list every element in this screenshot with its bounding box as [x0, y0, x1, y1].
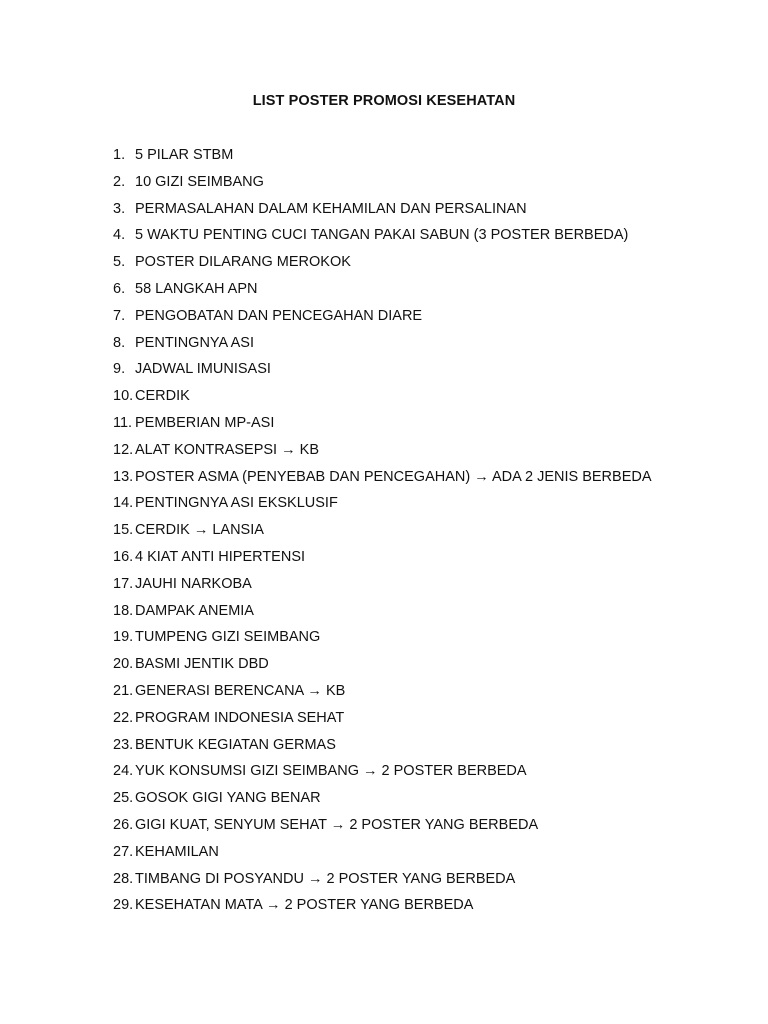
list-item-number: 28.: [113, 870, 134, 887]
list-item: [113, 870, 652, 897]
list-item: [113, 468, 652, 495]
document-title: LIST POSTER PROMOSI KESEHATAN: [252, 93, 516, 109]
list-item-number: 14.: [113, 495, 134, 512]
list-item-text: PERMASALAHAN DALAM KEHAMILAN DAN PERSALINAN: [135, 200, 527, 217]
list-item-text: CERDIK: [135, 388, 190, 405]
list-item: [113, 307, 652, 334]
list-item-text: DAMPAK ANEMIA: [135, 602, 254, 619]
list-item: [113, 441, 652, 468]
list-item: [113, 896, 652, 923]
list-item-text: GOSOK GIGI YANG BENAR: [135, 790, 321, 807]
list-item-text: PROGRAM INDONESIA SEHAT: [135, 709, 345, 726]
list-item: [113, 762, 652, 789]
list-item-text: TIMBANG DI POSYANDU → 2 POSTER YANG BERBEDA: [135, 870, 516, 887]
list-item-text: ALAT KONTRASEPSI → KB: [135, 441, 319, 458]
list-item-text: POSTER ASMA (PENYEBAB DAN PENCEGAHAN) → ADA 2 JENIS BERBEDA: [135, 468, 652, 485]
list-item-number: 25.: [113, 790, 134, 807]
list-item: [113, 709, 652, 736]
list-item-number: 2.: [113, 173, 126, 190]
list-item-number: 5.: [113, 254, 126, 271]
list-item-number: 13.: [113, 468, 134, 485]
list-item: [113, 253, 652, 280]
list-item-text: 5 PILAR STBM: [135, 147, 234, 163]
list-item: [113, 682, 652, 709]
list-item-number: 6.: [113, 280, 126, 297]
list-item: [113, 628, 652, 655]
list-item: [113, 789, 652, 816]
list-item-number: 16.: [113, 548, 134, 565]
list-item-number: 3.: [113, 200, 126, 217]
list-item-text: PEMBERIAN MP-ASI: [135, 414, 275, 431]
list-item-number: 17.: [113, 575, 134, 592]
list-item-number: 10.: [113, 388, 134, 405]
list-item-text: JAUHI NARKOBA: [135, 575, 252, 592]
list-item-text: BASMI JENTIK DBD: [135, 656, 269, 673]
list-item-text: KEHAMILAN: [135, 843, 219, 860]
list-item-text: GENERASI BERENCANA → KB: [135, 682, 346, 699]
list-item: [113, 548, 652, 575]
list-item-number: 22.: [113, 709, 134, 726]
list-item-number: 27.: [113, 843, 134, 860]
list-item-number: 8.: [113, 334, 126, 351]
list-item: [113, 200, 652, 227]
list-item-text: 58 LANGKAH APN: [135, 280, 258, 297]
list-item: [113, 736, 652, 763]
list-item: [113, 575, 652, 602]
list-item-text: YUK KONSUMSI GIZI SEIMBANG → 2 POSTER BERBEDA: [135, 763, 527, 780]
list-item-number: 23.: [113, 736, 134, 753]
list-item: [113, 494, 652, 521]
list-item: [113, 334, 652, 361]
list-item-number: 18.: [113, 602, 134, 619]
list-item-text: PENTINGNYA ASI EKSKLUSIF: [135, 495, 338, 512]
list-item-number: 1.: [113, 147, 126, 163]
list-item-text: 10 GIZI SEIMBANG: [135, 173, 264, 190]
list-item-number: 24.: [113, 763, 134, 780]
list-item: [113, 146, 652, 173]
list-item: [113, 360, 652, 387]
list-item: [113, 655, 652, 682]
list-item-text: 5 WAKTU PENTING CUCI TANGAN PAKAI SABUN (3 POSTER BERBEDA): [135, 227, 629, 244]
list-item: [113, 843, 652, 870]
list-item-text: PENTINGNYA ASI: [135, 334, 254, 351]
list-item: [113, 387, 652, 414]
list-item-number: 26.: [113, 816, 134, 833]
list-item-number: 29.: [113, 897, 134, 914]
list-item-text: PENGOBATAN DAN PENCEGAHAN DIARE: [135, 307, 423, 324]
list-item-text: KESEHATAN MATA → 2 POSTER YANG BERBEDA: [135, 897, 474, 914]
list-item: [113, 521, 652, 548]
list-item-number: 7.: [113, 307, 126, 324]
poster-list: [113, 146, 652, 923]
list-item: [113, 414, 652, 441]
list-item-text: TUMPENG GIZI SEIMBANG: [135, 629, 321, 646]
list-item: [113, 602, 652, 629]
list-item-number: 4.: [113, 227, 126, 244]
list-item-number: 9.: [113, 361, 126, 378]
list-item-number: 20.: [113, 656, 134, 673]
list-item: [113, 280, 652, 307]
list-item-number: 11.: [113, 414, 133, 431]
list-item-number: 12.: [113, 441, 134, 458]
list-item-text: GIGI KUAT, SENYUM SEHAT → 2 POSTER YANG BERBEDA: [135, 816, 539, 833]
list-item: [113, 816, 652, 843]
list-item-text: POSTER DILARANG MEROKOK: [135, 254, 351, 271]
list-item-text: BENTUK KEGIATAN GERMAS: [135, 736, 336, 753]
list-item-number: 15.: [113, 522, 134, 539]
list-item: [113, 226, 652, 253]
list-item-text: JADWAL IMUNISASI: [135, 361, 271, 378]
list-item-text: CERDIK → LANSIA: [135, 522, 264, 539]
list-item-number: 21.: [113, 682, 134, 699]
list-item-text: 4 KIAT ANTI HIPERTENSI: [135, 548, 306, 565]
list-item-number: 19.: [113, 629, 134, 646]
list-item: [113, 173, 652, 200]
